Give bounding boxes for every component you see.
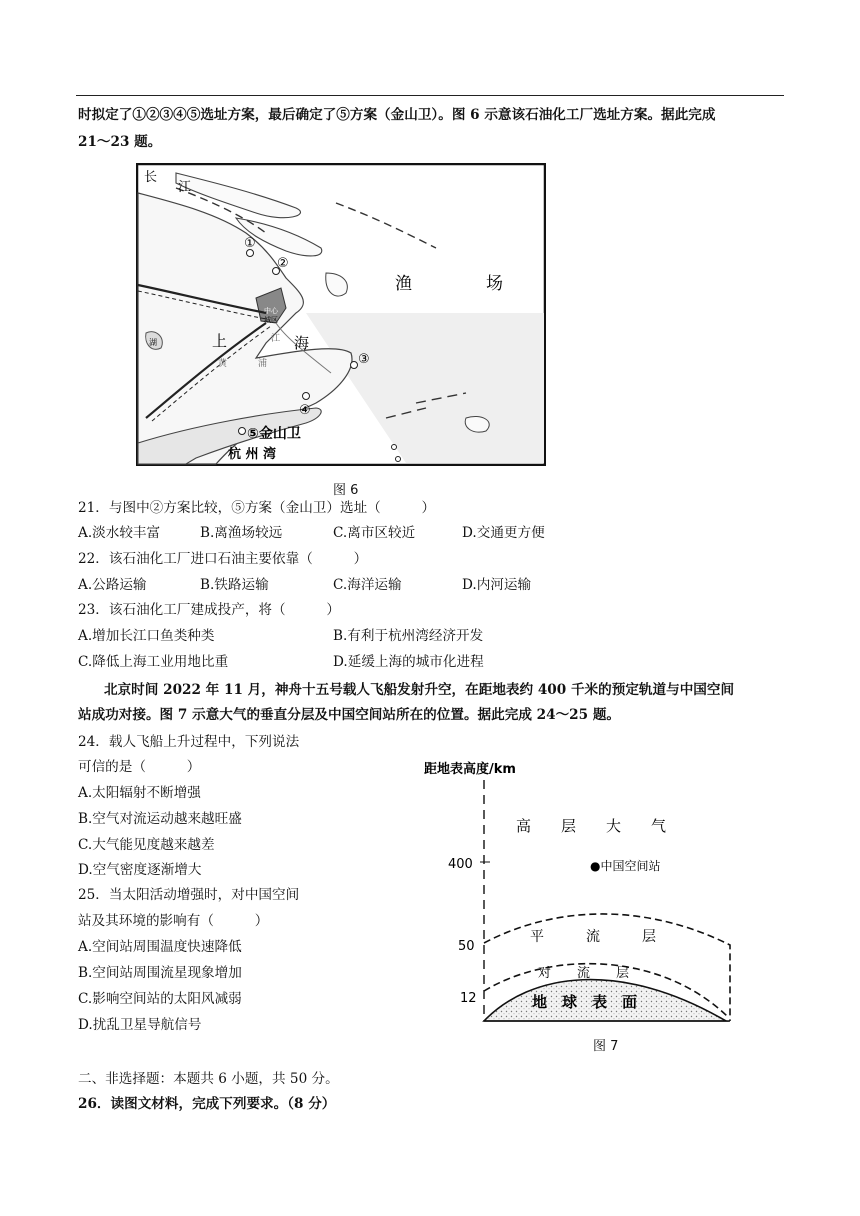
q21-option-c: C.离市区较近 <box>333 525 416 541</box>
map-label-fishery-1: 渔 <box>395 274 412 294</box>
q24-option-b: B.空气对流运动越来越旺盛 <box>78 811 242 827</box>
map-label-jiang: 江 <box>178 180 192 195</box>
atmosphere-layers-diagram <box>420 755 750 1030</box>
q22-stem: 22．该石油化工厂进口石油主要依靠（ ） <box>78 551 368 567</box>
map-site-2: ② <box>277 256 289 271</box>
map-site-4: ④ <box>299 403 311 418</box>
fig6-caption: 图 6 <box>333 483 359 498</box>
map-site-3: ③ <box>358 352 370 367</box>
q23-option-d: D.延缓上海的城市化进程 <box>333 654 484 670</box>
q26-stem: 26．读图文材料，完成下列要求。（8 分） <box>78 1096 336 1112</box>
q24-option-a: A.太阳辐射不断增强 <box>78 785 201 801</box>
q24-option-d: D.空气密度逐渐增大 <box>78 862 202 878</box>
q24-option-c: C.大气能见度越来越差 <box>78 837 215 853</box>
map-site-1: ① <box>244 236 256 251</box>
tick-400: 400 <box>448 857 473 872</box>
q23-option-a: A.增加长江口鱼类种类 <box>78 628 215 644</box>
map-label-fishery-2: 场 <box>486 274 503 294</box>
q25-stem-1: 25．当太阳活动增强时，对中国空间 <box>78 887 300 903</box>
q25-stem-2: 站及其环境的影响有（ ） <box>78 913 269 929</box>
passage2-line-2: 站成功对接。图 7 示意大气的垂直分层及中国空间站所在的位置。据此完成 24～25 题。 <box>78 707 621 723</box>
map-label-river-jiang: 江 <box>271 334 281 344</box>
header-rule <box>76 95 784 96</box>
fig7-caption: 图 7 <box>593 1039 619 1054</box>
fig7-stratosphere: 平 流 层 <box>530 929 656 945</box>
q25-option-d: D.扰乱卫星导航信号 <box>78 1017 202 1033</box>
fig7-space-station: ●中国空间站 <box>590 859 661 873</box>
q25-option-b: B.空间站周围流星现象增加 <box>78 965 242 981</box>
map-label-pu: 浦 <box>258 359 268 369</box>
q23-option-c: C.降低上海工业用地比重 <box>78 654 229 670</box>
intro-line-2: 21～23 题。 <box>78 134 162 150</box>
fig7-earth-surface: 地 球 表 面 <box>532 993 638 1011</box>
map-label-lake: 湖 <box>149 338 157 347</box>
tick-50: 50 <box>458 939 475 954</box>
map-label-huang: 黄 <box>218 359 228 369</box>
fig7-axis-title: 距地表高度/km <box>424 762 516 777</box>
section2-heading: 二、非选择题：本题共 6 小题，共 50 分。 <box>78 1071 339 1087</box>
map-label-hai: 海 <box>294 334 310 352</box>
q25-option-a: A.空间站周围温度快速降低 <box>78 939 242 955</box>
intro-line-1: 时拟定了①②③④⑤选址方案，最后确定了⑤方案（金山卫）。图 6 示意该石油化工厂选址方案。据此完成 <box>78 107 716 123</box>
fig7-upper-atmosphere: 高 层 大 气 <box>516 817 667 835</box>
fig7-troposphere: 对 流 层 <box>538 966 630 981</box>
q21-stem: 21．与图中②方案比较，⑤方案（金山卫）选址（ ） <box>78 500 436 516</box>
map-label-chang: 长 <box>144 170 158 185</box>
map-site-5: ⑤金山卫 <box>247 426 301 442</box>
q24-stem-1: 24．载人飞船上升过程中，下列说法 <box>78 734 300 750</box>
q21-option-d: D.交通更方便 <box>462 525 545 541</box>
q23-stem: 23．该石油化工厂建成投产，将（ ） <box>78 602 340 618</box>
map-label-center2: 城区 <box>264 316 278 324</box>
map-label-shang: 上 <box>212 332 228 350</box>
map-label-center: 中心 <box>264 307 278 315</box>
shanghai-site-map <box>136 163 546 466</box>
q23-option-b: B.有利于杭州湾经济开发 <box>333 628 484 644</box>
q22-option-b: B.铁路运输 <box>200 577 269 593</box>
passage2-line-1: 北京时间 2022 年 11 月，神舟十五号载人飞船发射升空，在距地表约 400 千米的预定轨道与中国空间 <box>104 682 735 698</box>
q21-option-b: B.离渔场较远 <box>200 525 283 541</box>
q21-option-a: A.淡水较丰富 <box>78 525 161 541</box>
tick-12: 12 <box>460 991 477 1006</box>
map-label-bay: 杭 州 湾 <box>228 447 277 462</box>
q25-option-c: C.影响空间站的太阳风减弱 <box>78 991 242 1007</box>
q24-stem-2: 可信的是（ ） <box>78 759 201 775</box>
q22-option-d: D.内河运输 <box>462 577 532 593</box>
q22-option-a: A.公路运输 <box>78 577 147 593</box>
q22-option-c: C.海洋运输 <box>333 577 402 593</box>
